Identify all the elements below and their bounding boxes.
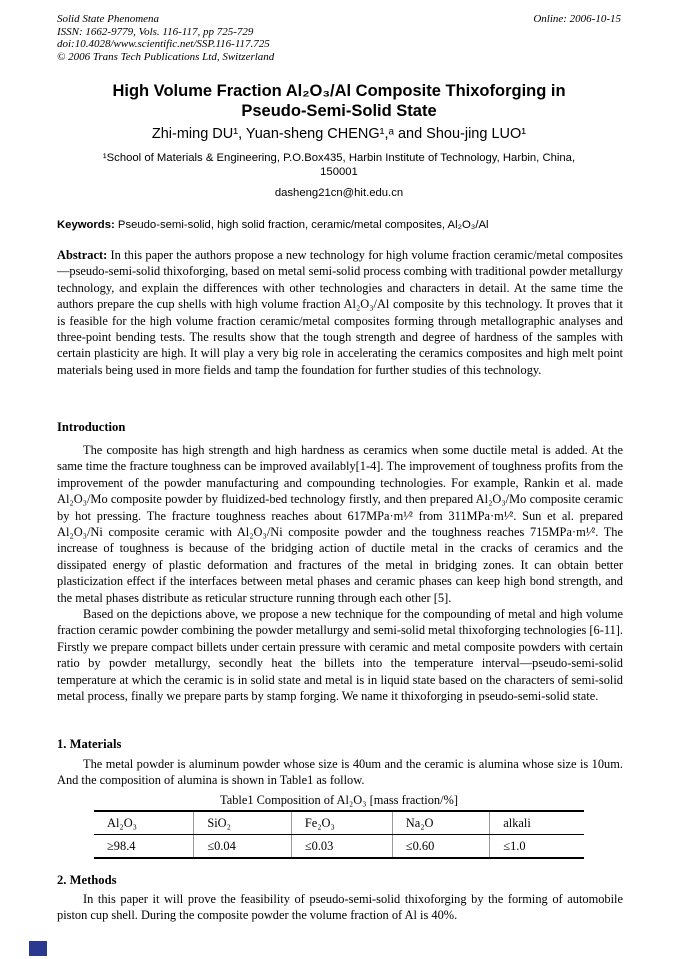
table1-composition [94, 810, 584, 859]
table1-header-cell: alkali [490, 811, 584, 835]
contact-email: dasheng21cn@hit.edu.cn [274, 187, 404, 199]
introduction-paragraph-1: The composite has high strength and high hardness as ceramics when some ductile metal is added. At the same time the fracture toughness can be improved availably[1-4]. The improvement of toughness profits from the improvement of the powder manufacturing and compounding technologies. For example, Rankin et al. made Al₂O₃/Mo composite powder by fluidized-bed technology firstly, and then prepared Al₂O₃/Mo composite ceramic by hot pressing. The fracture toughness reaches about 617MPa·m¹⁄² from 311MPa·m¹⁄². Sun et al. prepared Al₂O₃/Ni composite ceramic with Al₂O₃/Ni composite powder and the toughness reaches 715MPa·m¹⁄². The increase of toughness is because of the bridging action of ductile metal in the cracks of ceramics and the dissipated energy of plastic deformation and fractures of the metal in bridging zones. It can obtain better plasticization effect if the interfaces between metal phases and ceramic phases can keep high bond strength, and the metal phases distribute as reticular structure running through each other [5]. [57, 443, 623, 605]
materials-paragraph: The metal powder is aluminum powder whose size is 40um and the ceramic is alumina whose size is 10um. And the composition of alumina is shown in Table1 as follow. [57, 757, 623, 788]
affiliation [0, 151, 678, 179]
table1-header-row [94, 811, 584, 835]
introduction-body [57, 442, 623, 705]
journal-name: Solid State Phenomena [57, 13, 160, 25]
doi-line: doi:10.4028/www.scientific.net/SSP.116-117.725 [57, 38, 270, 51]
table1-value-cell: ≤0.60 [392, 835, 490, 859]
abstract-label: Abstract: [57, 248, 108, 262]
authors-line: Zhi-ming DU¹, Yuan-sheng CHENG¹,ᵃ and Shou-jing LUO¹ [151, 126, 527, 142]
table1-value-cell: ≤1.0 [490, 835, 584, 859]
journal-meta [57, 13, 274, 63]
table1-value-cell: ≤0.03 [291, 835, 392, 859]
table1-header-cell: Al₂O₃ [94, 811, 194, 835]
keywords-text: Pseudo-semi-solid, high solid fraction, ceramic/metal composites, Al₂O₃/Al [114, 219, 489, 231]
table1-value-cell: ≤0.04 [194, 835, 292, 859]
publisher-logo-mark [29, 941, 47, 956]
table1-value-row [94, 835, 584, 859]
abstract-paragraph [57, 247, 623, 378]
table1-header-cell: Fe₂O₃ [291, 811, 392, 835]
copyright-line: © 2006 Trans Tech Publications Ltd, Switzerland [57, 50, 275, 63]
section-heading-methods: 2. Methods [57, 873, 117, 887]
table1-header-cell: SiO₂ [194, 811, 292, 835]
table1-header-cell: Na₂O [392, 811, 490, 835]
issn-line: ISSN: 1662-9779, Vols. 116-117, pp 725-729 [57, 25, 254, 38]
table1-caption: Table1 Composition of Al₂O₃ [mass fraction/%] [220, 793, 458, 807]
table1-value-cell: ≥98.4 [107, 838, 136, 853]
abstract-text: In this paper the authors propose a new technology for high volume fraction ceramic/metal composites—pseudo-semi-solid thixoforging, based on metal semi-solid process combing with traditional powder metallurgy technology, and explain the differences with other technologies and characters in detail. At the same time the authors prepare the cup shells with high volume fraction Al₂O₃/Al composite by this technology. It proves that it is feasible for the high volume fraction ceramic/metal composites forming through metallographic analyses and three-point bending tests. The results show that the tough strength and degree of hardness of the samples with certain plasticity are high. It will play a very big role in accelerating the ceramics composites and high melt point materials being used in more fields and tamp the foundation for further studies of this technology. [57, 248, 623, 377]
online-date: Online: 2006-10-15 [533, 13, 621, 25]
introduction-paragraph-2: Based on the depictions above, we propose a new technique for the compounding of metal and high volume fraction ceramic powder combining the powder metallurgy and semi-solid metal thixoforging technologies [6-11]. Firstly we prepare compact billets under certain pressure with ceramic and metal composite powders with certain ratio by powder metallurgy, secondly heat the billets into the temperature interval—pseudo-semi-solid temperature at which the ceramic is in solid state and metal is in liquid state based on the characters of semi-solid metal process, finally we prepare parts by stamp forging. We name it thixoforging in pseudo-semi-solid state. [57, 607, 623, 704]
keywords-label: Keywords: [57, 219, 115, 231]
affiliation-line2: 150001 [320, 166, 358, 178]
section-heading-materials: 1. Materials [57, 737, 122, 751]
paper-title [0, 81, 678, 121]
methods-paragraph: In this paper it will prove the feasibility of pseudo-semi-solid thixoforging by the forming of automobile piston cup shell. During the composite powder the volume fraction of Al is 40%. [57, 892, 623, 923]
affiliation-line1: ¹School of Materials & Engineering, P.O.Box435, Harbin Institute of Technology, Harbin, China, [102, 152, 576, 164]
keywords-line [57, 219, 623, 231]
paper-title-line2: Pseudo-Semi-Solid State [241, 102, 437, 120]
paper-title-line1: High Volume Fraction Al₂O₃/Al Composite Thixoforging in [112, 82, 566, 100]
section-heading-introduction: Introduction [57, 420, 126, 434]
